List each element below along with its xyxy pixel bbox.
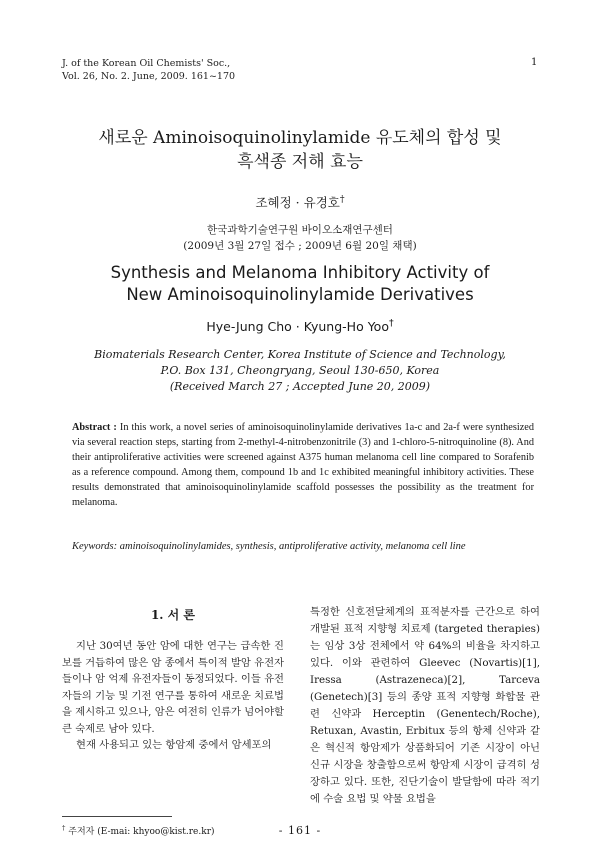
authors-korean-names: 조혜정 · 유경호	[255, 195, 340, 210]
keywords: Keywords: aminoisoquinolinylamides, synthesis, antiproliferative activity, melanoma cell line	[72, 541, 466, 552]
abstract-label: Abstract	[72, 422, 111, 433]
authors-korean	[0, 193, 600, 211]
title-korean-line-1: 새로운 Aminoisoquinolinylamide 유도체의 합성 및	[98, 128, 502, 148]
page-number-bottom: - 161 -	[278, 824, 322, 837]
intro-paragraph-1: 지난 30여년 동안 암에 대한 연구는 급속한 진보를 거듭하여 많은 암 종에서 특이적 발암 유전자들이나 암 억제 유전자들이 동정되었다. 이들 유전자들의 기능 및 기전 연구를 통하여 새로운 치료법을 제시하고 있으나, 암은 여전히 인류가 넘어야할 큰 숙제로 남아 있다.	[62, 640, 284, 735]
title-english-line-1: Synthesis and Melanoma Inhibitory Activity of	[110, 263, 490, 282]
affiliation-english-line-3: (Received March 27 ; Accepted June 20, 2009)	[169, 380, 431, 393]
affiliation-english-line-2: P.O. Box 131, Cheongryang, Seoul 130-650, Korea	[160, 364, 440, 377]
abstract: Abstract : In this work, a novel series of aminoisoquinolinylamide derivatives 1a-c and 2a-f were synthesized via several reaction steps, starting from 2-methyl-4-nitrobenzonitrile (3) and 1-chloro-5-nitroquinoline (8). And their antiproliferative activities were screened against A375 human melanoma cell line compared to Sorafenib as a reference compound. Among them, compound 1b and 1c exhibited meaningful inhibitory activities. These results demonstrated that aminoisoquinolinylamide scaffold possesses the possibility as the treatment for melanoma.	[72, 422, 534, 508]
journal-line-2: Vol. 26, No. 2. June, 2009. 161~170	[62, 71, 236, 82]
affiliation-korean-line-1: 한국과학기술연구원 바이오소재연구센터	[207, 224, 393, 236]
title-english	[40, 262, 560, 306]
title-english-line-2: New Aminoisoquinolinylamide Derivatives	[126, 285, 474, 304]
authors-english-names: Hye-Jung Cho · Kyung-Ho Yoo	[206, 319, 389, 335]
title-korean	[40, 126, 560, 174]
affiliation-english	[0, 347, 600, 395]
footnote-text: 주저자 (E-mai: khyoo@kist.re.kr)	[68, 827, 215, 837]
abstract-text: In this work, a novel series of aminoisoquinolinylamide derivatives 1a-c and 2a-f were synthesized via several reaction steps, starting from 2-methyl-4-nitrobenzonitrile (3) and 1-chloro-5-nitroquinoline (8). And their antiproliferative activities were screened against A375 human melanoma cell line compared to Sorafenib as a reference compound. Among them, compound 1b and 1c exhibited meaningful inhibitory activities. These results demonstrated that aminoisoquinolinylamide scaffold possesses the possibility as the treatment for melanoma.	[72, 422, 534, 508]
right-column: 특정한 신호전달체계의 표적분자를 근간으로 하여 개발된 표적 지향형 치료제 (targeted therapies)는 임상 3상 전체에서 약 64%의 비율을 차지하고 있다. 이와 관련하여 Gleevec (Novartis)[1], Iressa (Astrazeneca)[2], Tarceva (Genetech)[3] 등의 종양 표적 지향형 화합물 관련 신약과 Herceptin (Genentech/Roche), Retuxan, Avastin, Erbitux 등의 항체 신약과 같은 혁신적 항암제가 상품화되어 기존 시장이 아닌 신규 시장을 창출함으로써 항암제 시장이 급격히 성장하고 있다. 또한, 진단기술이 발달함에 따라 적기에 수술 요법 및 약물 요법을	[310, 606, 540, 805]
journal-citation	[62, 57, 235, 83]
left-column	[62, 638, 284, 754]
section-heading: 1. 서 론	[150, 608, 196, 622]
footnote-divider	[62, 816, 172, 817]
affiliation-korean-line-2: (2009년 3월 27일 접수 ; 2009년 6월 20일 채택)	[183, 240, 417, 252]
journal-line-1: J. of the Korean Oil Chemists' Soc.,	[62, 58, 231, 69]
affiliation-english-line-1: Biomaterials Research Center, Korea Institute of Science and Technology,	[94, 348, 506, 361]
footnote-dagger: †	[62, 824, 66, 832]
dagger-mark: †	[339, 193, 345, 205]
affiliation-korean	[0, 222, 600, 254]
intro-paragraph-2: 현재 사용되고 있는 항암제 중에서 암세포의	[76, 739, 272, 751]
dagger-mark: †	[388, 318, 394, 329]
page-number-top: 1	[531, 57, 538, 68]
authors-english	[0, 318, 600, 334]
title-korean-line-2: 흑색종 저해 효능	[237, 152, 363, 172]
